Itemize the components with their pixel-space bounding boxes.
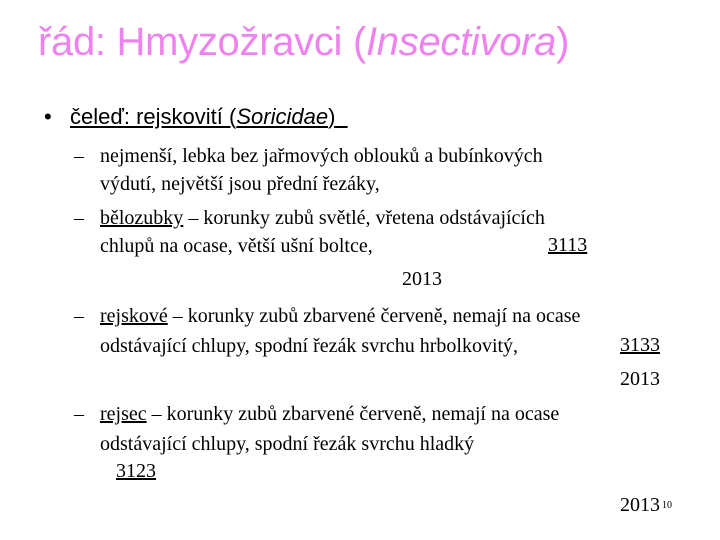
rejskove-line1 — [74, 304, 580, 328]
dash-marker: – — [74, 145, 84, 167]
family-bullet — [44, 104, 348, 130]
belozubky-code2: 2013 — [402, 268, 442, 290]
title-suffix: ) — [556, 20, 570, 64]
rejskove-code2: 2013 — [620, 368, 660, 390]
belozubky-text1: – korunky zubů světlé, vřetena odstávajících — [183, 207, 545, 229]
rejskove-name: rejskové — [100, 305, 168, 327]
general-text1: nejmenší, lebka bez jařmových oblouků a bubínkových — [100, 145, 543, 167]
rejsec-line2: odstávající chlupy, spodní řezák svrchu hladký — [100, 433, 475, 455]
rejskove-line2: odstávající chlupy, spodní řezák svrchu hrbolkovitý, — [100, 335, 519, 357]
belozubky-name: bělozubky — [100, 207, 184, 229]
family-prefix: čeleď: rejskovití ( — [70, 104, 237, 129]
bullet-marker: • — [44, 104, 52, 129]
slide-title — [38, 20, 569, 65]
rejskove-code: 3133 — [620, 334, 660, 356]
general-line2: výdutí, největší jsou přední řezáky, — [100, 173, 380, 195]
family-italic: Soricidae — [236, 104, 329, 129]
rejsec-code: 3123 — [116, 460, 156, 482]
belozubky-line1 — [74, 206, 545, 230]
dash-marker: – — [74, 403, 84, 425]
rejskove-text1: – korunky zubů zbarvené červeně, nemají na ocase — [167, 305, 581, 327]
family-label — [70, 104, 348, 129]
belozubky-code: 3113 — [548, 234, 588, 256]
family-suffix: ) — [328, 104, 336, 129]
title-prefix: řád: Hmyzožravci ( — [38, 20, 366, 64]
page-number: 10 — [662, 500, 672, 511]
title-italic: Insectivora — [365, 20, 557, 64]
rejsec-name: rejsec — [100, 403, 147, 425]
rejsec-text1: – korunky zubů zbarvené červeně, nemají na ocase — [146, 403, 560, 425]
belozubky-line2: chlupů na ocase, větší ušní boltce, — [100, 235, 373, 257]
general-line1 — [74, 144, 543, 168]
dash-marker: – — [74, 207, 84, 229]
rejsec-line1 — [74, 402, 559, 426]
dash-marker: – — [74, 305, 84, 327]
rejsec-code2: 2013 — [620, 494, 660, 516]
